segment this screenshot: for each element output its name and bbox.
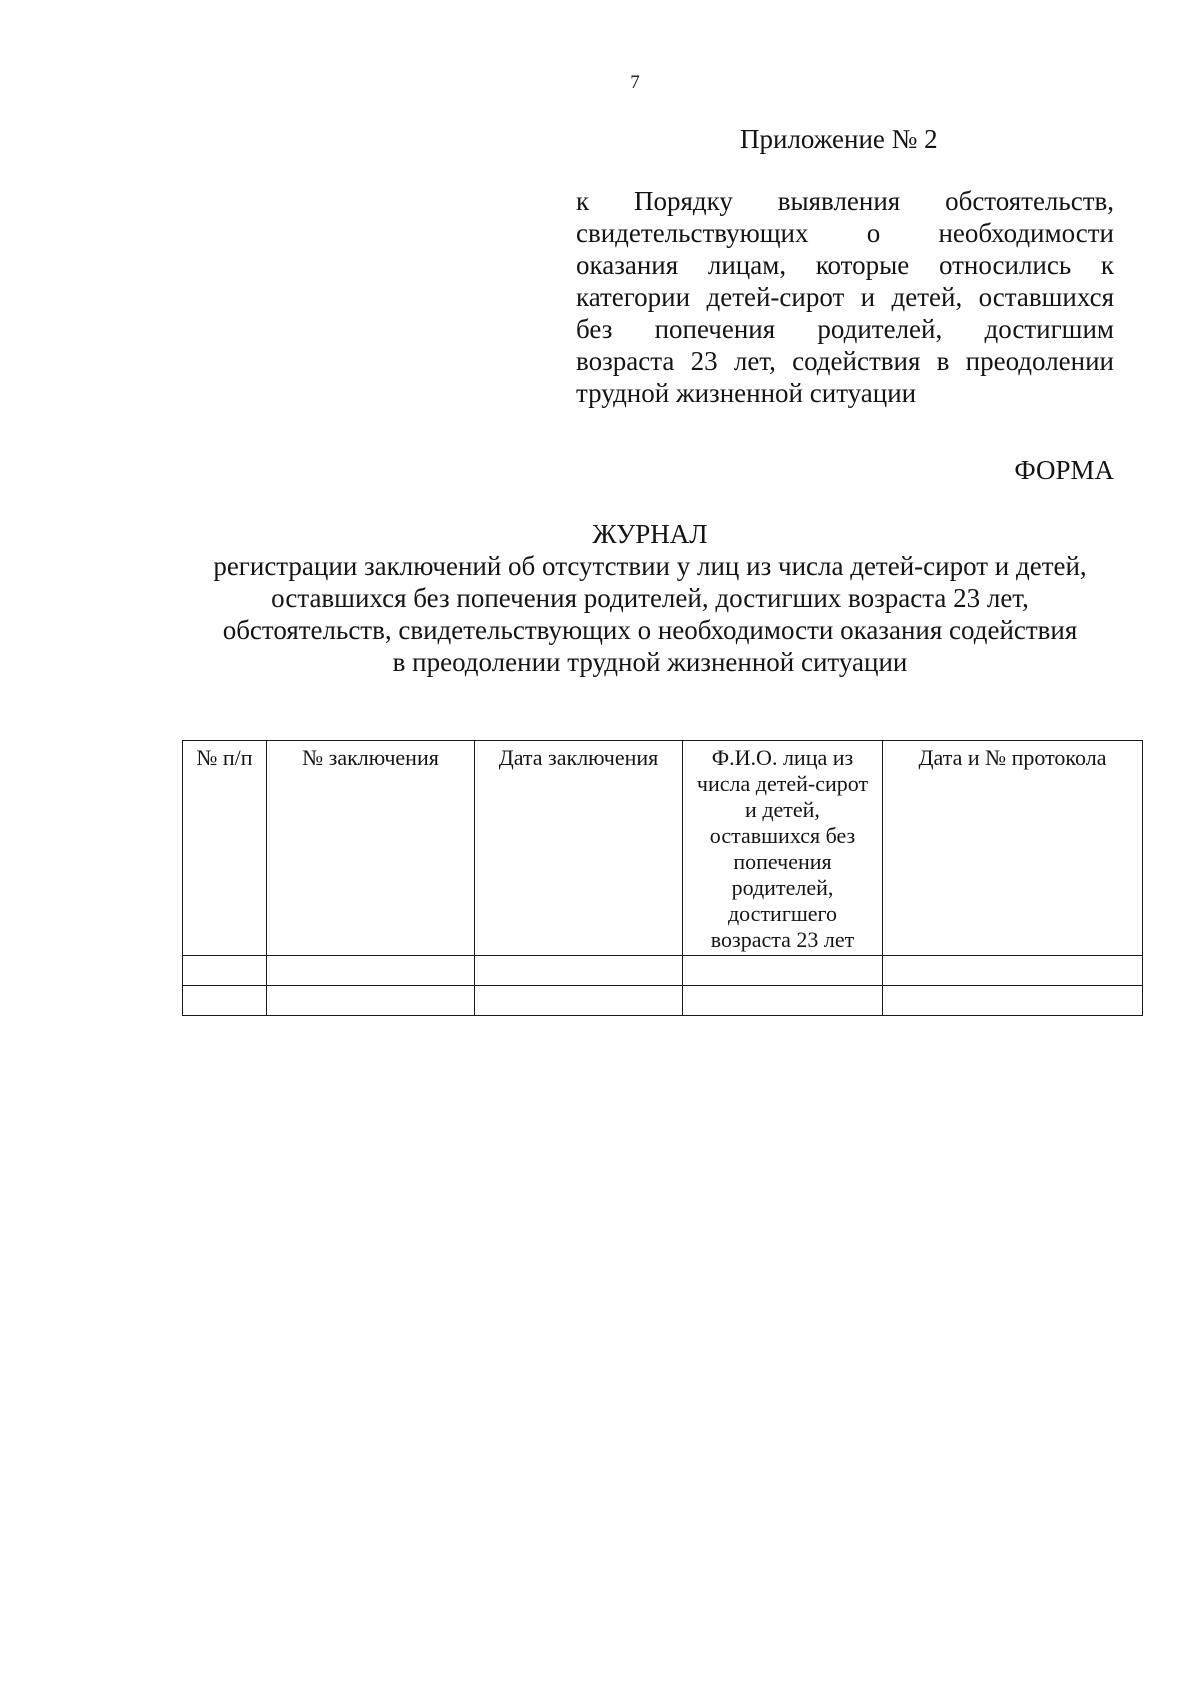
form-label: ФОРМА bbox=[1014, 455, 1114, 485]
appendix-title: Приложение № 2 bbox=[740, 124, 938, 154]
appendix-reference bbox=[576, 185, 1114, 409]
table-cell bbox=[267, 956, 475, 986]
header-protocol-date-number: Дата и № протокола bbox=[883, 741, 1143, 956]
journal-subtitle bbox=[0, 550, 1200, 678]
journal-subtitle-line: оставшихся без попечения родителей, достигших возраста 23 лет, bbox=[271, 583, 1029, 613]
header-conclusion-number: № заключения bbox=[267, 741, 475, 956]
page-number: 7 bbox=[630, 72, 640, 93]
appendix-reference-line: трудной жизненной ситуации bbox=[576, 378, 917, 408]
appendix-reference-line: свидетельствующих о необходимости bbox=[576, 218, 1114, 248]
table-cell bbox=[475, 956, 683, 986]
journal-title: ЖУРНАЛ bbox=[592, 519, 708, 549]
header-row-number: № п/п bbox=[183, 741, 267, 956]
appendix-reference-line: оказания лицам, которые относились к bbox=[576, 250, 1114, 280]
appendix-reference-line: к Порядку выявления обстоятельств, bbox=[576, 186, 1114, 216]
table-cell bbox=[183, 956, 267, 986]
table-cell bbox=[883, 956, 1143, 986]
appendix-reference-line: без попечения родителей, достигшим bbox=[576, 314, 1114, 344]
table-row bbox=[183, 986, 1143, 1016]
header-person-name: Ф.И.О. лица из числа детей-сирот и детей, оставшихся без попечения родителей, достигшего возраста 23 лет bbox=[683, 741, 883, 956]
table-cell bbox=[883, 986, 1143, 1016]
table-cell bbox=[683, 986, 883, 1016]
appendix-reference-line: возраста 23 лет, содействия в преодолении bbox=[576, 346, 1114, 376]
table-row bbox=[183, 956, 1143, 986]
table-cell bbox=[683, 956, 883, 986]
table-cell bbox=[475, 986, 683, 1016]
table-cell bbox=[267, 986, 475, 1016]
appendix-reference-line: категории детей-сирот и детей, оставшихся bbox=[576, 282, 1114, 312]
journal-subtitle-line: регистрации заключений об отсутствии у лиц из числа детей-сирот и детей, bbox=[213, 551, 1087, 581]
header-conclusion-date: Дата заключения bbox=[475, 741, 683, 956]
registration-table bbox=[182, 740, 1143, 1016]
table-cell bbox=[183, 986, 267, 1016]
journal-subtitle-line: в преодолении трудной жизненной ситуации bbox=[392, 647, 908, 677]
table-header-row bbox=[183, 741, 1143, 956]
journal-subtitle-line: обстоятельств, свидетельствующих о необходимости оказания содействия bbox=[222, 615, 1078, 645]
